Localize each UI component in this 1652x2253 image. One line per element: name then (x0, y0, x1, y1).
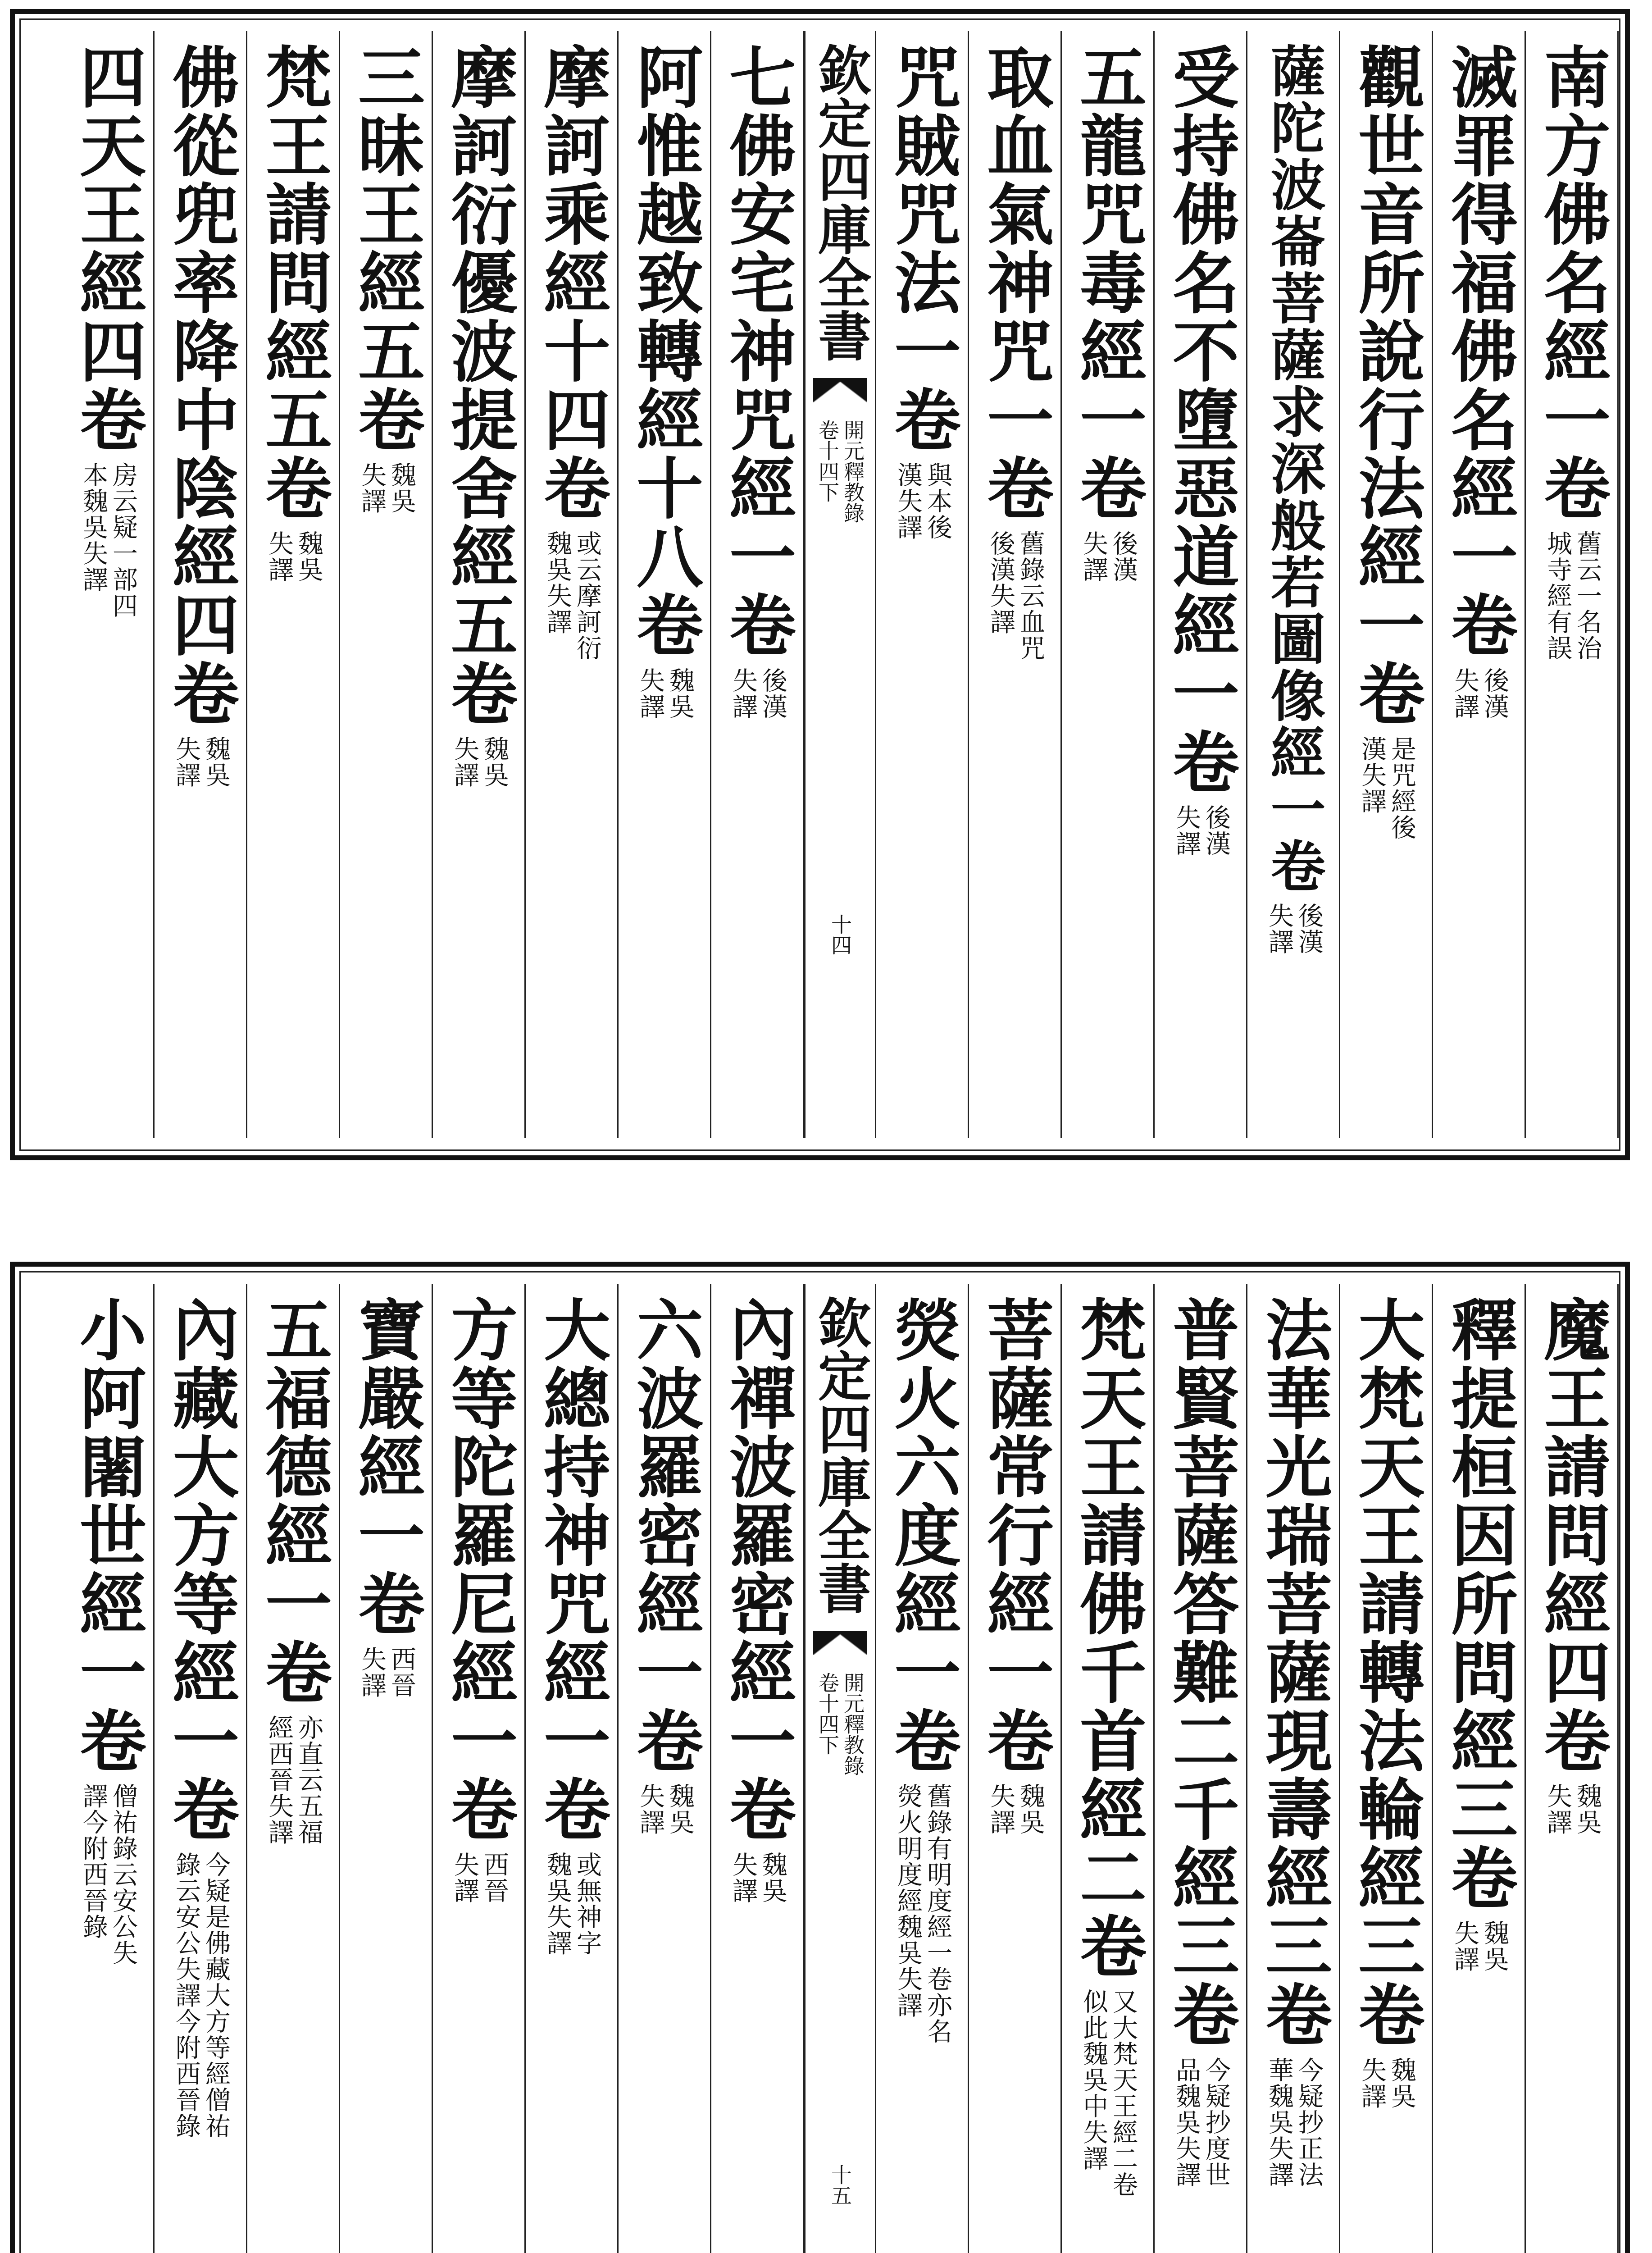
column-rule (1060, 1284, 1062, 2253)
entry-column (340, 25, 433, 1145)
top-page (10, 9, 1630, 1160)
sutra-title: 普賢菩薩答難二千經三卷 (1162, 1295, 1240, 2049)
leaf-number: 十四 (828, 914, 852, 955)
book-title: 欽定四庫全書 (809, 43, 872, 362)
sutra-title: 摩訶乘經十四卷 (533, 43, 611, 522)
sutra-annotation: 魏吳 失譯 (1357, 2057, 1416, 2109)
column-rule (1060, 31, 1062, 1138)
entry-column (155, 25, 247, 1145)
sutra-annotation: 或云摩訶衍 魏吳失譯 (543, 530, 602, 661)
column-rule (1617, 1284, 1619, 2253)
sutra-title: 三昧王經五卷 (347, 43, 426, 454)
entry-column (711, 25, 804, 1145)
sutra-annotation: 後漢 失譯 (728, 667, 787, 720)
entry-column (526, 25, 619, 1145)
sutra-title: 六波羅密經一卷 (626, 1295, 704, 1775)
fishtail-mark-icon (813, 378, 867, 409)
sutra-annotation: 後漢 失譯 (1265, 903, 1324, 955)
column-rule (1525, 31, 1526, 1138)
column-rule (804, 31, 806, 1138)
sutra-annotation: 與本後 漢失譯 (893, 462, 952, 540)
column-rule (432, 1284, 433, 2253)
sutra-annotation: 舊錄云血咒 後漢失譯 (986, 530, 1045, 661)
sutra-annotation: 魏吳 失譯 (450, 736, 509, 788)
sutra-title: 咒賊咒法一卷 (883, 43, 962, 454)
sutra-annotation: 魏吳 失譯 (172, 736, 231, 788)
sutra-annotation: 魏吳 失譯 (357, 462, 416, 514)
sutra-annotation: 後漢 失譯 (1450, 667, 1509, 720)
entry-column (1155, 1277, 1247, 2253)
column-rule (524, 1284, 526, 2253)
column-rule (875, 1284, 876, 2253)
sutra-title: 內禪波羅密經一卷 (719, 1295, 797, 1843)
sutra-annotation: 魏吳 失譯 (636, 1783, 695, 1835)
column-rule (617, 1284, 619, 2253)
sutra-title: 大總持神咒經一卷 (533, 1295, 611, 1843)
column-rule (1617, 31, 1619, 1138)
sutra-title: 四天王經四卷 (69, 43, 147, 454)
sutra-title: 魔王請問經四卷 (1533, 1295, 1611, 1775)
column-rule (1432, 1284, 1433, 2253)
column-rule (803, 31, 804, 1138)
entry-column (526, 1277, 619, 2253)
column-rule (432, 31, 433, 1138)
entry-column (1062, 1277, 1155, 2253)
sutra-annotation: 亦直云五福 經西晉失譯 (264, 1715, 323, 1845)
sutra-title: 阿惟越致轉經十八卷 (626, 43, 704, 659)
entry-column (247, 1277, 340, 2253)
column-rule (339, 31, 340, 1138)
entry-column (1433, 1277, 1526, 2253)
fishtail-mark-icon (813, 1631, 867, 1661)
sutra-annotation: 房云疑一部四 本魏吳失譯 (79, 462, 138, 619)
sutra-title: 釋提桓因所問經三卷 (1440, 1295, 1519, 1912)
sutra-title: 大梵天王請轉法輪經三卷 (1347, 1295, 1426, 2049)
column-rule (1339, 1284, 1340, 2253)
sutra-annotation: 今疑抄度世 品魏吳失譯 (1172, 2057, 1231, 2188)
sutra-annotation: 魏吳 失譯 (1543, 1783, 1602, 1835)
entry-column (62, 1277, 155, 2253)
sutra-title: 滅罪得福佛名經一卷 (1440, 43, 1519, 659)
column-rule (1246, 31, 1247, 1138)
sutra-annotation: 僧祐錄云安公失 譯今附西晉錄 (79, 1783, 138, 1966)
sutra-annotation: 舊錄有明度經一卷亦名 熒火明度經魏吳失譯 (893, 1783, 952, 2044)
entry-column (155, 1277, 247, 2253)
sutra-title: 熒火六度經一卷 (883, 1295, 962, 1775)
entry-column (1526, 1277, 1619, 2253)
sutra-annotation: 或無神字 魏吳失譯 (543, 1852, 602, 1956)
column-rule (803, 1284, 804, 2253)
column-rule (710, 1284, 711, 2253)
sutra-title: 梵王請問經五卷 (255, 43, 333, 522)
entry-column (62, 25, 155, 1145)
column-rule (1246, 1284, 1247, 2253)
column-rule (875, 31, 876, 1138)
column-rule (1339, 31, 1340, 1138)
sutra-title: 小阿闍世經一卷 (69, 1295, 147, 1775)
sutra-annotation: 西晉 失譯 (450, 1852, 509, 1904)
bottom-page (10, 1262, 1630, 2253)
sutra-annotation: 又大梵天王經二卷 似此魏吳中失譯 (1079, 1988, 1138, 2198)
sutra-title: 五龍咒毒經一卷 (1069, 43, 1147, 522)
entry-column (1247, 25, 1340, 1145)
column-rule (1432, 31, 1433, 1138)
sutra-title: 梵天王請佛千首經二卷 (1069, 1295, 1147, 1980)
sutra-title: 觀世音所說行法經一卷 (1347, 43, 1426, 728)
sutra-title: 南方佛名經一卷 (1533, 43, 1611, 522)
column-rule (968, 1284, 969, 2253)
sutra-annotation: 魏吳 失譯 (264, 530, 323, 583)
entry-column (433, 1277, 526, 2253)
entry-column (619, 1277, 711, 2253)
entry-column (619, 25, 711, 1145)
column-rule (246, 1284, 247, 2253)
sutra-annotation: 魏吳 失譯 (636, 667, 695, 720)
sutra-annotation: 今疑抄正法 華魏吳失譯 (1265, 2057, 1324, 2188)
sutra-annotation: 後漢 失譯 (1079, 530, 1138, 583)
entry-column (1155, 25, 1247, 1145)
sutra-annotation: 是咒經後 漢失譯 (1357, 736, 1416, 840)
sutra-annotation: 舊云一名治 城寺經有誤 (1543, 530, 1602, 661)
sutra-title: 受持佛名不墮惡道經一卷 (1162, 43, 1240, 796)
column-rule (339, 1284, 340, 2253)
entry-column (1340, 1277, 1433, 2253)
sutra-annotation: 魏吳 失譯 (728, 1852, 787, 1904)
column-rule (1525, 1284, 1526, 2253)
sutra-title: 摩訶衍優波提舍經五卷 (440, 43, 519, 728)
sutra-annotation: 今疑是佛藏大方等經僧祐 錄云安公失譯今附西晉錄 (172, 1852, 231, 2139)
book-title: 欽定四庫全書 (809, 1295, 872, 1614)
sutra-title: 方等陀羅尼經一卷 (440, 1295, 519, 1843)
column-rule (1153, 31, 1155, 1138)
center-column (804, 25, 876, 1145)
sutra-title: 菩薩常行經一卷 (976, 1295, 1055, 1775)
leaf-number: 十五 (828, 2164, 852, 2206)
sutra-title: 內藏大方等經一卷 (162, 1295, 240, 1843)
column-rule (153, 1284, 155, 2253)
volume-label: 開元釋教錄 卷十四下 (815, 1672, 865, 1776)
entry-column (876, 25, 969, 1145)
sutra-annotation: 西晉 失譯 (357, 1646, 416, 1698)
column-rule (968, 31, 969, 1138)
sutra-title: 七佛安宅神咒經一卷 (719, 43, 797, 659)
sutra-annotation: 魏吳 失譯 (986, 1783, 1045, 1835)
entry-column (1062, 25, 1155, 1145)
column-rule (246, 31, 247, 1138)
entry-column (876, 1277, 969, 2253)
sutra-title: 五福德經一卷 (255, 1295, 333, 1706)
sutra-title: 佛從兜率降中陰經四卷 (162, 43, 240, 728)
volume-label: 開元釋教錄 卷十四下 (815, 420, 865, 523)
sutra-title: 薩陀波崙菩薩求深般若圖像經一卷 (1261, 43, 1326, 894)
entry-column (247, 25, 340, 1145)
column-rule (524, 31, 526, 1138)
entry-column (1340, 25, 1433, 1145)
entry-column (969, 1277, 1062, 2253)
column-rule (710, 31, 711, 1138)
column-rule (617, 31, 619, 1138)
sutra-annotation: 後漢 失譯 (1172, 804, 1231, 857)
entry-column (1247, 1277, 1340, 2253)
entry-column (1526, 25, 1619, 1145)
sutra-annotation: 魏吳 失譯 (1450, 1920, 1509, 1972)
entry-column (969, 25, 1062, 1145)
sutra-title: 取血氣神咒一卷 (976, 43, 1055, 522)
column-rule (804, 1284, 806, 2253)
column-rule (153, 31, 155, 1138)
entry-column (340, 1277, 433, 2253)
sutra-title: 寶嚴經一卷 (347, 1295, 426, 1638)
sutra-title: 法華光瑞菩薩現壽經三卷 (1255, 1295, 1333, 2049)
entry-column (711, 1277, 804, 2253)
center-column (804, 1277, 876, 2253)
entry-column (1433, 25, 1526, 1145)
entry-column (433, 25, 526, 1145)
column-rule (1153, 1284, 1155, 2253)
